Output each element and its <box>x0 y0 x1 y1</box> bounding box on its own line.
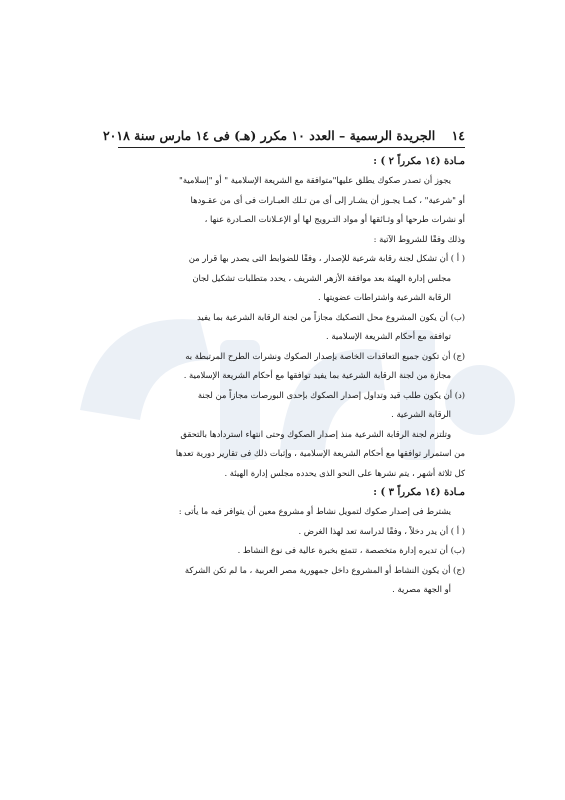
article-title: مـادة (١٤ مكرراً ٢ ) : <box>373 156 465 167</box>
list-item-continuation: مجازة من لجنة الرقابة الشرعية بما يفيد توافقها مع أحكام الشريعة الإسلامية . <box>183 370 451 380</box>
list-item: (ب) أن يكون المشروع محل التصكيك مجازاً من لجنة الرقابة الشرعية بما يفيد <box>197 311 465 322</box>
gazette-title: الجريدة الرسمية – العدد ١٠ مكرر (هـ) فى ١٤ مارس سنة ٢٠١٨ <box>102 128 436 143</box>
paragraph-line: وذلك وفقًا للشروط الآتية : <box>373 233 465 244</box>
list-item: (ب) أن تديره إدارة متخصصة ، تتمتع بخبرة عالية فى نوع النشاط . <box>237 545 465 555</box>
paragraph-line: يشترط فى إصدار صكوك لتمويل نشاط أو مشروع معين أن يتوافر فيه ما يأتى : <box>178 506 451 516</box>
list-item-continuation: توافقه مع أحكام الشريعة الإسلامية . <box>326 331 451 341</box>
list-item: ( أ ) أن تشكل لجنة رقابة شرعية للإصدار ، وفقًا للضوابط التى يصدر بها قرار من <box>188 253 465 263</box>
article-title: مـادة (١٤ مكرراً ٣ ) : <box>373 487 465 498</box>
list-item-continuation: الرقابة الشرعية واشتراطات عضويتها . <box>318 292 451 302</box>
list-item-continuation: الرقابة الشرعية . <box>391 409 451 419</box>
list-item: ( أ ) أن يدر دخلاً ، وفقًا لدراسة تعد لهذا الغرض . <box>298 525 465 536</box>
list-item-continuation: مجلس إدارة الهيئة بعد موافقة الأزهر الشريف ، يحدد متطلبات تشكيل لجان <box>192 272 451 283</box>
paragraph-line: أو "شرعية" ، كمـا يجـوز أن يشـار إلى أى من تـلك العبـارات فى أى من عقـودها <box>190 194 465 205</box>
list-item: (ج) أن يكون النشاط أو المشروع داخل جمهورية مصر العربية ، ما لم تكن الشركة <box>184 564 465 575</box>
page-header <box>102 128 465 147</box>
document-page <box>102 128 465 760</box>
paragraph-line: يجوز أن تصدر صكوك يطلق عليها"متوافقة مع الشريعة الإسلامية " أو "إسلامية" <box>179 175 451 185</box>
header-rule <box>118 147 465 148</box>
paragraph-line: كل ثلاثة أشهر ، يتم نشرها على النحو الذى يحدده مجلس إدارة الهيئة . <box>224 467 465 478</box>
paragraph-line: أو نشرات طرحها أو وثـائقها أو مواد التـرويج لها أو الإعـلانات الصـادرة عنها ، <box>204 214 465 224</box>
paragraph-line: وتلتزم لجنة الرقابة الشرعية منذ إصدار الصكوك وحتى انتهاء استردادها بالتحقق <box>180 428 451 439</box>
list-item: (د) أن يكون طلب قيد وتداول إصدار الصكوك بإحدى البورصات مجازاً من لجنة <box>197 389 465 400</box>
list-item-continuation: أو الجهة مصرية . <box>392 584 451 594</box>
paragraph-line: من استمرار توافقها مع أحكام الشريعة الإسلامية ، وإثبات ذلك فى تقارير دورية تعدها <box>175 448 465 458</box>
list-item: (ج) أن تكون جميع التعاقدات الخاصة بإصدار الصكوك ونشرات الطرح المرتبطة به <box>185 350 465 361</box>
page-number: ١٤ <box>451 128 465 143</box>
